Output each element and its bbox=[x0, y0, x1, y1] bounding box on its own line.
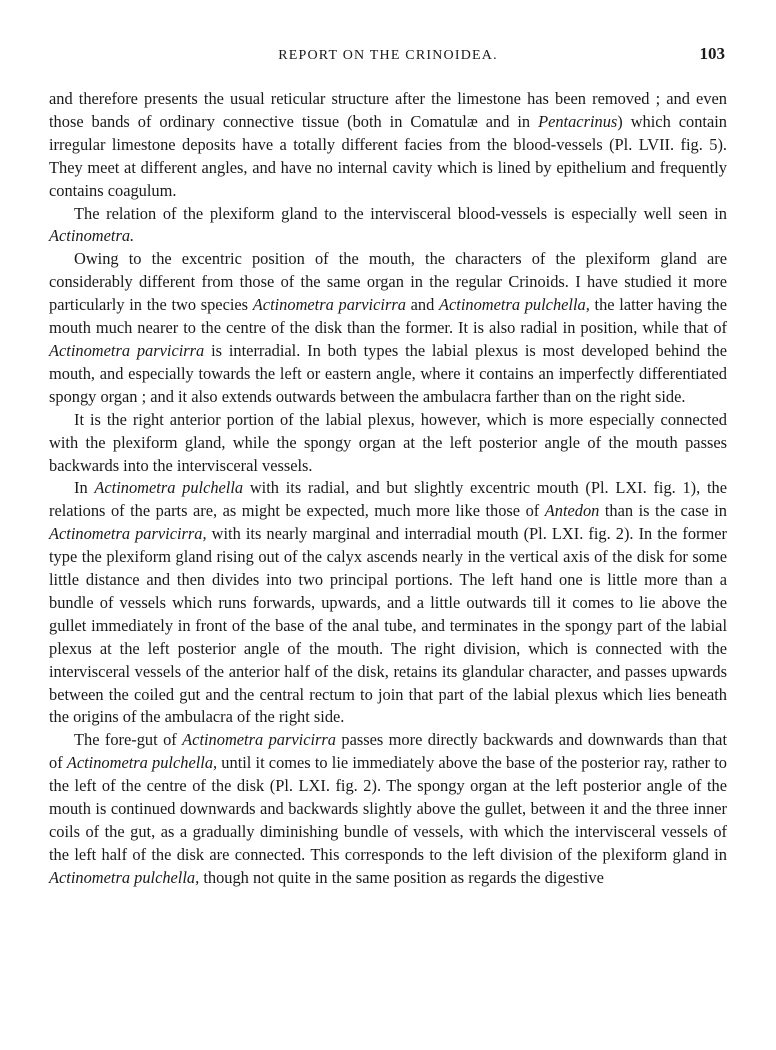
paragraph bbox=[49, 203, 727, 249]
text-run: and therefore presents the usual reticular structure after the limestone has been removed ; and even those bands of ordinary connective tissue (both in Comatulæ and in bbox=[49, 89, 727, 131]
italic-term: Actinometra parvicirra, bbox=[49, 524, 207, 544]
text-run: It is the right anterior portion of the labial plexus, however, which is more especially connected with the plexiform gland, while the spongy organ at the left posterior angle of the mouth passes backwards into the intervisceral vessels. bbox=[49, 409, 727, 475]
italic-term: Actinometra pulchella, bbox=[66, 753, 218, 773]
italic-term: Actinometra parvicirra bbox=[49, 340, 205, 360]
running-header bbox=[49, 40, 727, 66]
text-run: Owing to the excentric position of the mouth, the characters of the plexiform gland are considerably different from those of the same organ in the regular Crinoids. I have studied it more particularly in the two species bbox=[49, 249, 727, 315]
text-run: In bbox=[74, 478, 95, 498]
italic-term: Actinometra parvicirra bbox=[252, 295, 406, 315]
text-run: and bbox=[405, 295, 439, 315]
text-run: is interradial. In both types the labial plexus is most developed behind the mouth, and especially towards the left or eastern angle, where it contains an imperfectly differentiated spongy organ ; and it also extends outwards between the ambulacra farther than on the right side. bbox=[49, 340, 727, 406]
text-run: The fore-gut of bbox=[74, 730, 183, 750]
text-run: than is the case in bbox=[599, 501, 727, 521]
running-title: REPORT ON THE CRINOIDEA. bbox=[278, 48, 498, 63]
page-number: 103 bbox=[699, 44, 725, 63]
paragraph bbox=[49, 88, 727, 203]
paragraph bbox=[49, 409, 727, 478]
page bbox=[49, 40, 727, 890]
text-run: The relation of the plexiform gland to the intervisceral blood-vessels is especially well seen in bbox=[74, 203, 727, 223]
italic-term: Actinometra pulchella, bbox=[49, 867, 200, 887]
italic-term: Actinometra. bbox=[49, 226, 135, 246]
text-run: though not quite in the same position as regards the digestive bbox=[199, 867, 604, 887]
paragraph bbox=[49, 477, 727, 729]
text-run: passes more directly backwards and downwards than that of bbox=[49, 730, 727, 773]
text-run: until it comes to lie immediately above the base of the posterior ray, rather to the left of the centre of the disk (Pl. LXI. fig. 2). The spongy organ at the left posterior angle of the mouth is continued downwards and backwards slightly above the gullet, between it and the three inner coils of the gut, as a gradually diminishing bundle of vessels, with which the intervisceral vessels of the left half of the disk are connected. This corresponds to the left division of the plexiform gland in bbox=[49, 753, 727, 864]
paragraph bbox=[49, 248, 727, 408]
italic-term: Actinometra pulchella, bbox=[439, 295, 590, 315]
body-text bbox=[49, 88, 727, 890]
italic-term: Pentacrinus bbox=[538, 111, 618, 131]
text-run: ) which contain irregular limestone deposits have a totally different facies from the blood-vessels (Pl. LVII. fig. 5). They meet at different angles, and have no internal cavity which is lined by epithelium and frequently contains coagulum. bbox=[49, 111, 727, 200]
text-run: with its radial, and but slightly excentric mouth (Pl. LXI. fig. 1), the relations of the parts are, as might be expected, much more like those of bbox=[49, 478, 727, 521]
italic-term: Actinometra pulchella bbox=[94, 478, 244, 498]
italic-term: Actinometra parvicirra bbox=[182, 730, 336, 750]
italic-term: Antedon bbox=[544, 501, 600, 521]
text-run: with its nearly marginal and interradial mouth (Pl. LXI. fig. 2). In the former type the plexiform gland rising out of the calyx ascends nearly in the vertical axis of the disk for some little distance and then divides into two principal portions. The left hand one is little more than a bundle of vessels which runs forwards, upwards, and a little outwards till it comes to lie above the gullet immediately in front of the base of the anal tube, and terminates in the spongy part of the labial plexus at the left posterior angle of the mouth. The right division, which is connected with the intervisceral vessels of the anterior half of the disk, retains its glandular character, and passes upwards between the coiled gut and the central rectum to join that part of the labial plexus which lies beneath the origins of the ambulacra of the right side. bbox=[49, 524, 727, 727]
text-run: the latter having the mouth much nearer to the centre of the disk than the former. It is also radial in position, while that of bbox=[49, 295, 727, 338]
paragraph bbox=[49, 729, 727, 889]
